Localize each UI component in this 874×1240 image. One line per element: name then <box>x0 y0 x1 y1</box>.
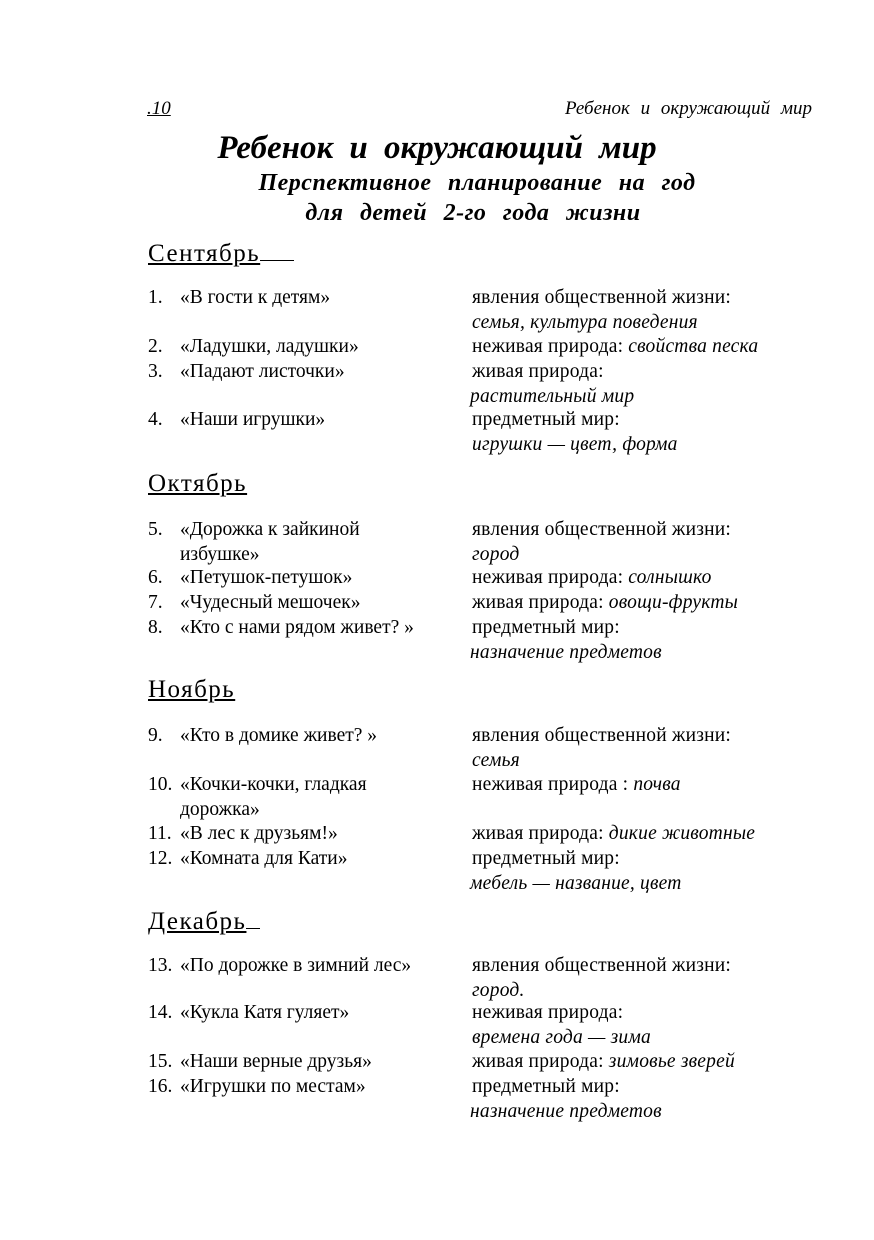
month-heading: Сентябрь <box>148 238 294 268</box>
item-number: 12. <box>148 848 173 869</box>
item-area-label: предметный мир: <box>472 617 620 638</box>
item-number: 10. <box>148 774 173 795</box>
item-area-label: живая природа: <box>472 823 609 844</box>
item-topic: «Кочки-кочки, гладкая дорожка» <box>180 774 367 820</box>
item-number: 16. <box>148 1076 173 1097</box>
subtitle-line-2: для детей 2-го года жизни <box>305 200 641 226</box>
item-area-label: явления общественной жизни: <box>472 287 732 308</box>
item-number: 7. <box>148 592 163 613</box>
item-area <box>472 616 832 665</box>
item-area <box>472 773 832 798</box>
subtitle-line-1: Перспективное планирование на год <box>258 170 696 196</box>
item-area <box>472 954 832 1003</box>
main-title: Ребенок и окружающий мир <box>217 130 657 166</box>
item-number: 8. <box>148 617 163 638</box>
item-area-detail: овощи-фрукты <box>608 592 739 613</box>
item-number: 11. <box>148 823 172 844</box>
item-area-label: живая природа: <box>472 592 609 613</box>
item-number: 4. <box>148 409 163 430</box>
item-number: 1. <box>148 287 163 308</box>
item-number: 9. <box>148 725 163 746</box>
running-title: Ребенок и окружающий мир <box>564 98 812 119</box>
item-topic: «Кто с нами рядом живет? » <box>180 617 414 638</box>
item-detail: игрушки — цвет, форма <box>472 433 678 455</box>
item-area-label: явления общественной жизни: <box>472 519 732 540</box>
item-topic: «Игрушки по местам» <box>180 1076 366 1097</box>
item-area <box>472 591 832 616</box>
item-detail: времена года — зима <box>472 1026 651 1048</box>
item-topic: «Ладушки, ладушки» <box>180 336 359 357</box>
item-area <box>472 408 832 457</box>
item-area-detail: почва <box>633 774 681 795</box>
item-area-label: неживая природа : <box>472 774 634 795</box>
item-area-detail: дикие животные <box>608 823 756 844</box>
item-number: 14. <box>148 1002 173 1023</box>
item-area-label: живая природа: <box>472 361 604 382</box>
item-number: 3. <box>148 361 163 382</box>
item-number: 15. <box>148 1051 173 1072</box>
item-area-detail: солнышко <box>628 567 712 588</box>
item-topic: «Петушок-петушок» <box>180 567 353 588</box>
item-topic: «Дорожка к зайкиной избушке» <box>180 519 360 565</box>
item-area <box>472 1075 832 1124</box>
item-number: 6. <box>148 567 163 588</box>
item-topic: «В гости к детям» <box>180 287 331 308</box>
item-number: 5. <box>148 519 163 540</box>
item-topic: «Наши игрушки» <box>180 409 326 430</box>
item-area <box>472 518 832 567</box>
item-area <box>472 724 832 773</box>
item-area-detail: свойства песка <box>628 336 759 357</box>
item-topic: «Кукла Катя гуляет» <box>180 1002 350 1023</box>
item-number: 13. <box>148 955 173 976</box>
item-topic: «Кто в домике живет? » <box>180 725 378 746</box>
item-topic: «Наши верные друзья» <box>180 1051 372 1072</box>
item-detail: назначение предметов <box>470 1100 662 1122</box>
item-area-label: неживая природа: <box>472 1002 624 1023</box>
month-heading: Ноябрь <box>148 676 236 703</box>
item-topic: «Чудесный мешочек» <box>180 592 361 613</box>
page-number: .10 <box>147 98 171 119</box>
item-area <box>472 335 832 360</box>
item-detail: город <box>472 543 520 565</box>
item-area <box>472 360 832 409</box>
item-area <box>472 1001 832 1050</box>
item-topic: «Комната для Кати» <box>180 848 348 869</box>
item-number: 2. <box>148 336 163 357</box>
item-area-label: неживая природа: <box>472 336 629 357</box>
item-detail: семья <box>472 749 520 771</box>
item-area <box>472 286 832 335</box>
item-detail: мебель — название, цвет <box>470 872 682 894</box>
item-area-label: явления общественной жизни: <box>472 725 732 746</box>
item-topic: «Падают листочки» <box>180 361 345 382</box>
item-area-label: неживая природа: <box>472 567 629 588</box>
item-area <box>472 1050 832 1075</box>
item-topic: «В лес к друзьям!» <box>180 823 338 844</box>
item-area <box>472 847 832 896</box>
item-area-label: предметный мир: <box>472 1076 620 1097</box>
item-detail: растительный мир <box>470 385 635 407</box>
item-topic: «По дорожке в зимний лес» <box>180 955 412 976</box>
item-detail: назначение предметов <box>470 641 662 663</box>
item-detail: семья, культура поведения <box>472 311 698 333</box>
item-area <box>472 566 832 591</box>
item-area-detail: зимовье зверей <box>608 1051 735 1072</box>
item-area-label: предметный мир: <box>472 848 620 869</box>
month-heading: Декабрь <box>148 906 260 936</box>
item-area-label: предметный мир: <box>472 409 620 430</box>
item-area-label: живая природа: <box>472 1051 609 1072</box>
item-area-label: явления общественной жизни: <box>472 955 732 976</box>
item-detail: город. <box>472 979 525 1001</box>
month-heading: Октябрь <box>148 470 248 497</box>
item-area <box>472 822 832 847</box>
